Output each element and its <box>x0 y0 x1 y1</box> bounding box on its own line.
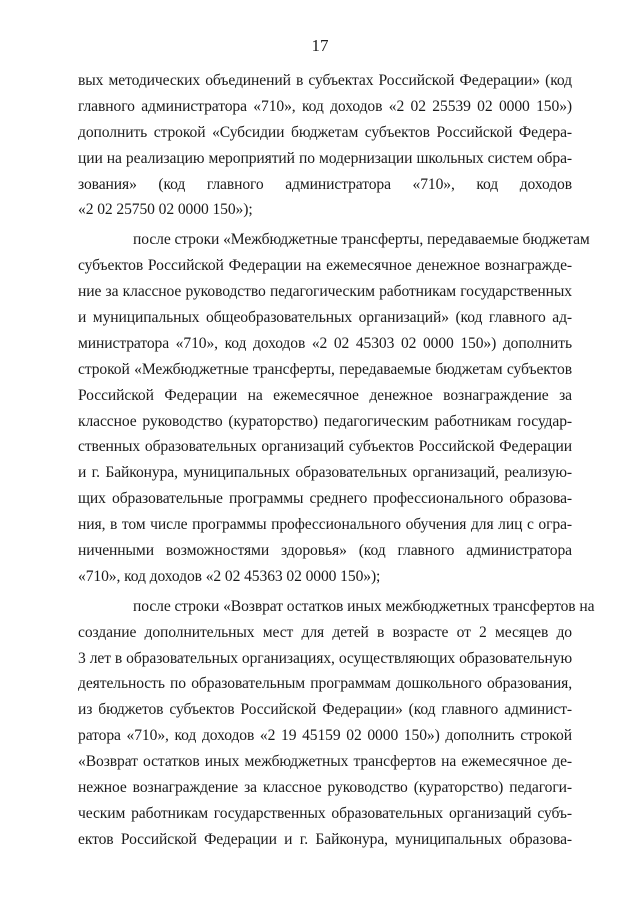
text-line: Российской Федерации на ежемесячное денежное вознаграждение за <box>78 386 572 404</box>
text-line: и муниципальных общеобразовательных организаций» (код главного ад- <box>78 309 572 327</box>
text-line: создание дополнительных мест для детей в возрасте от 2 месяцев до <box>78 623 572 641</box>
text-line: субъектов Российской Федерации на ежемесячное денежное вознагражде- <box>78 257 572 275</box>
text-line: дополнить строкой «Субсидии бюджетам субъектов Российской Федера- <box>78 123 572 141</box>
text-line: из бюджетов субъектов Российской Федерации» (код главного админист- <box>78 701 572 719</box>
text-line: строкой «Межбюджетные трансферты, передаваемые бюджетам субъектов <box>78 360 572 378</box>
text-line: после строки «Межбюджетные трансферты, передаваемые бюджетам <box>133 231 590 249</box>
paragraph-3 <box>78 594 595 853</box>
text-line: ственных образовательных организаций субъектов Российской Федерации <box>78 438 572 456</box>
text-line: министратора «710», код доходов «2 02 45303 02 0000 150») дополнить <box>78 334 572 352</box>
text-line: ниченными возможностями здоровья» (код главного администратора <box>78 542 572 560</box>
page-number: 17 <box>311 36 329 55</box>
text-line: главного администратора «710», код доходов «2 02 25539 02 0000 150») <box>78 97 572 115</box>
text-line: после строки «Возврат остатков иных межбюджетных трансфертов на <box>133 597 595 615</box>
paragraph-1 <box>78 68 572 223</box>
text-line: ния, в том числе программы профессионального обучения для лиц с огра- <box>78 516 572 534</box>
text-line: зования» (код главного администратора «710», код доходов <box>78 175 572 193</box>
text-line: «Возврат остатков иных межбюджетных трансфертов на ежемесячное де- <box>78 753 572 771</box>
text-line: «2 02 25750 02 0000 150»); <box>78 201 253 219</box>
text-line: нежное вознаграждение за классное руководство (кураторство) педагоги- <box>78 779 572 797</box>
text-line: ратора «710», код доходов «2 19 45159 02 0000 150») дополнить строкой <box>78 727 572 745</box>
text-line: ческим работникам государственных образовательных организаций субъ- <box>78 804 572 822</box>
text-line: ции на реализацию мероприятий по модернизации школьных систем обра- <box>78 149 572 167</box>
text-line: и г. Байконура, муниципальных образовательных организаций, реализую- <box>78 464 572 482</box>
text-line: 3 лет в образовательных организациях, осуществляющих образовательную <box>78 649 572 667</box>
text-line: «710», код доходов «2 02 45363 02 0000 150»); <box>78 567 381 585</box>
text-line: ектов Российской Федерации и г. Байконура, муниципальных образова- <box>78 830 572 848</box>
text-line: щих образовательные программы среднего профессионального образова- <box>78 490 572 508</box>
text-line: классное руководство (кураторство) педагогическим работникам государ- <box>78 412 572 430</box>
text-line: вых методических объединений в субъектах Российской Федерации» (код <box>78 72 572 89</box>
text-line: ние за классное руководство педагогическим работникам государственных <box>78 283 572 301</box>
document-body <box>78 68 595 853</box>
paragraph-2 <box>78 227 590 589</box>
text-line: деятельность по образовательным программам дошкольного образования, <box>78 675 572 693</box>
